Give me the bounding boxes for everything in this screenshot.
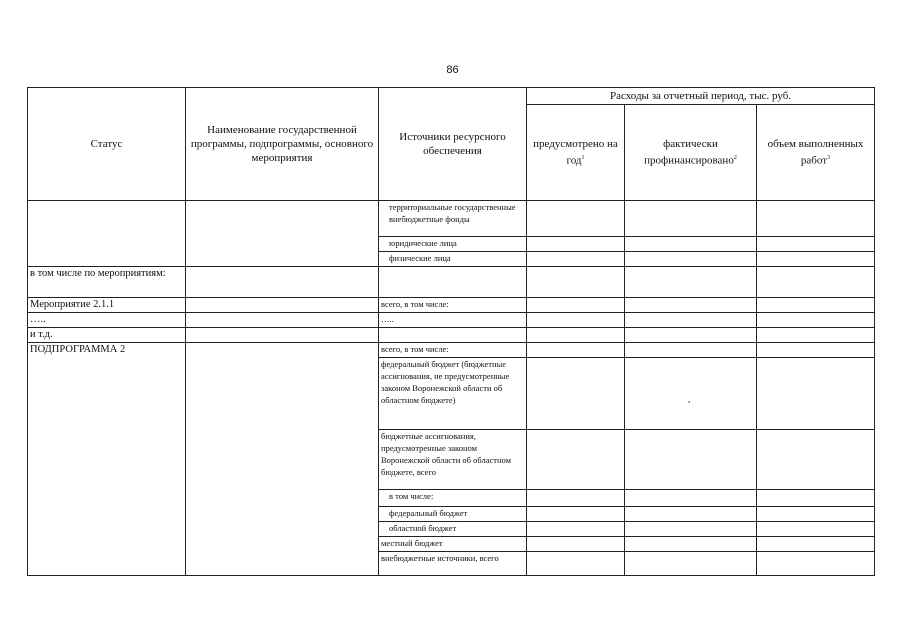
empty-cell (757, 507, 875, 522)
empty-cell (527, 552, 625, 576)
empty-cell (28, 201, 186, 267)
source-federal-full: федеральный бюджет (бюджетные ассигнования, не предусмотренные законом Воронежской области об областном бюджете) (379, 358, 527, 430)
empty-cell (527, 298, 625, 313)
empty-cell (625, 252, 757, 267)
empty-cell (527, 201, 625, 237)
empty-cell (379, 267, 527, 298)
empty-cell (757, 237, 875, 252)
empty-cell (625, 201, 757, 237)
source-local: местный бюджет (379, 537, 527, 552)
empty-cell (625, 298, 757, 313)
empty-cell (527, 267, 625, 298)
empty-cell (527, 522, 625, 537)
empty-cell (625, 537, 757, 552)
empty-cell (527, 343, 625, 358)
source-extra: внебюджетные источники, всего (379, 552, 527, 576)
source-dots: ….. (379, 313, 527, 328)
empty-cell (527, 237, 625, 252)
empty-cell (625, 343, 757, 358)
source-budget-alloc: бюджетные ассигнования, предусмотренные законом Воронежской области об областном бюджете, всего (379, 430, 527, 490)
empty-cell (757, 358, 875, 430)
empty-cell (527, 490, 625, 507)
empty-cell (186, 313, 379, 328)
empty-cell (757, 490, 875, 507)
empty-cell (625, 430, 757, 490)
source-incl: в том числе: (379, 490, 527, 507)
empty-cell (527, 252, 625, 267)
empty-cell (757, 313, 875, 328)
empty-cell (186, 267, 379, 298)
status-subprogram: ПОДПРОГРАММА 2 (28, 343, 186, 576)
empty-cell (757, 267, 875, 298)
status-including: в том числе по мероприятиям: (28, 267, 186, 298)
source-federal: федеральный бюджет (379, 507, 527, 522)
stray-mark: , (688, 394, 691, 404)
empty-cell (625, 358, 757, 430)
source-total-incl-2: всего, в том числе: (379, 343, 527, 358)
empty-cell (186, 298, 379, 313)
empty-cell (757, 201, 875, 237)
empty-cell (527, 430, 625, 490)
empty-cell (527, 507, 625, 522)
empty-cell (757, 252, 875, 267)
empty-cell (527, 313, 625, 328)
empty-cell (757, 552, 875, 576)
empty-cell (625, 507, 757, 522)
source-regional: областной бюджет (379, 522, 527, 537)
empty-cell (186, 328, 379, 343)
empty-cell (527, 537, 625, 552)
empty-cell (757, 298, 875, 313)
header-status: Статус (28, 88, 186, 201)
empty-cell (757, 343, 875, 358)
empty-cell (757, 328, 875, 343)
empty-cell (527, 328, 625, 343)
header-name: Наименование государственной программы, подпрограммы, основного мероприятия (186, 88, 379, 201)
empty-cell (757, 522, 875, 537)
status-dots: ….. (28, 313, 186, 328)
status-measure: Мероприятие 2.1.1 (28, 298, 186, 313)
empty-cell (186, 201, 379, 267)
empty-cell (625, 313, 757, 328)
empty-cell (625, 328, 757, 343)
header-works: объем выполненных работ$^3$ (757, 105, 875, 201)
empty-cell (379, 328, 527, 343)
empty-cell (625, 490, 757, 507)
report-table (27, 87, 875, 576)
empty-cell (527, 358, 625, 430)
source-total-incl: всего, в том числе: (379, 298, 527, 313)
header-expenses: Расходы за отчетный период, тыс. руб. (527, 88, 875, 105)
empty-cell (625, 237, 757, 252)
source-terr-funds: территориальные государственные внебюджетные фонды (379, 201, 527, 237)
page-number: 86 (446, 64, 459, 76)
empty-cell (625, 522, 757, 537)
empty-cell (186, 343, 379, 576)
empty-cell (757, 537, 875, 552)
empty-cell (757, 430, 875, 490)
source-legal: юридические лица (379, 237, 527, 252)
header-financed: фактически профинансировано$^2$ (625, 105, 757, 201)
empty-cell (625, 267, 757, 298)
status-etc: и т.д. (28, 328, 186, 343)
header-sources: Источники ресурсного обеспечения (379, 88, 527, 201)
source-individuals: физические лица (379, 252, 527, 267)
header-planned: предусмотрено на год$^1$ (527, 105, 625, 201)
empty-cell (625, 552, 757, 576)
